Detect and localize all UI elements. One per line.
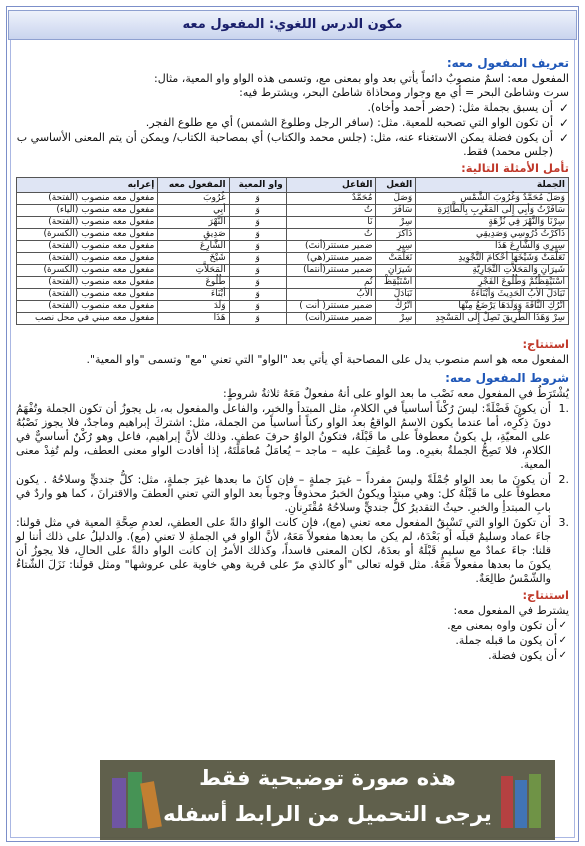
table-cell: تَبَادَلَ الأبُ الحَدِيثَ وَأبْنَاءَهُ	[416, 289, 569, 301]
table-row	[17, 193, 569, 205]
table-cell: وَصَلَ مُحَمَّدٌ وَغُرُوبَ الشَّمْسِ	[416, 193, 569, 205]
table-cell: سَافَرَ	[376, 205, 416, 217]
check-icon: ✓	[558, 620, 567, 631]
table-cell: مفعول معه منصوب (الفتحة)	[17, 193, 158, 205]
table-cell: اسْتَيْقِظْ	[376, 277, 416, 289]
condition-bullet: ✓ أن تكون الواو التي تصحبه للمعية. مثل: (سافر الرجل وطلوعَ الشمس) أي مع طلوع الفجر.	[145, 116, 569, 130]
table-cell: وَ	[229, 217, 286, 229]
table-cell: سِرْ	[376, 313, 416, 325]
conclusion-heading: استنتاج:	[522, 337, 569, 351]
table-cell: وَصَلَ	[376, 193, 416, 205]
table-cell: الأبُ	[286, 289, 376, 301]
examples-heading: تأمل الأمثلة التالية:	[461, 161, 569, 175]
table-cell: ذَاكَرَ	[376, 229, 416, 241]
table-row	[17, 241, 569, 253]
table-cell: وَ	[229, 289, 286, 301]
condition-bullet: ✓ أن يسبق بجملة مثل: (حضر أحمد وأخاه).	[367, 101, 569, 115]
table-cell: اتْرُكْ	[376, 301, 416, 313]
table-cell: هَذَا	[158, 313, 229, 325]
table-cell: مُحَمَّدٌ	[286, 193, 376, 205]
table-cell: تُم	[286, 277, 376, 289]
table-cell: صَدِيقِ	[158, 229, 229, 241]
watermark-line1: هذه صورة توضيحية فقط	[199, 766, 456, 790]
check-icon: ✓	[558, 635, 567, 646]
conditions-intro: يُشْتَرَطُ في المفعول معه نَصْب ما بعد الواو على أنهُ مفعولٌ مَعَهُ ثلاثةُ شروطٍ:	[223, 387, 569, 400]
table-cell: النَّهْرَ	[158, 217, 229, 229]
table-cell: مفعول معه منصوب (الياء)	[17, 205, 158, 217]
table-cell: شَيرَانِ	[376, 265, 416, 277]
check-icon: ✓	[558, 650, 567, 661]
table-header-cell: إعرابه	[17, 178, 158, 193]
definition-example: سرت وشاطئ البحر = أي مع وجوار ومحاذاة شاطئ البحر، ويشترط فيه:	[239, 86, 569, 99]
table-cell: تَعَلَّمَتْ وَشَيْخَهَا أحْكَامَ التَّجْوِيدِ	[416, 253, 569, 265]
table-cell: المَحَلاَّتِ	[158, 265, 229, 277]
table-cell: الشَّارِعَ	[158, 241, 229, 253]
table-cell: سِرْنَا وَالنَّهْرَ فِي نُزْهَةٍ	[416, 217, 569, 229]
conclusion-text: المفعول معه هو اسم منصوب يدل على المصاحبة أي يأتي بعد "الواو" التي تعني "مع" وتسمى "واو المعية".	[86, 353, 569, 366]
table-cell: مفعول معه منصوب (الفتحة)	[17, 289, 158, 301]
conclusion2-bullet: ✓ أن يكون ما قبله جملة.	[455, 634, 567, 647]
table-cell: غُرُوبَ	[158, 193, 229, 205]
table-row	[17, 313, 569, 325]
table-cell: سِرْ وَهَذَا الطَّرِيقَ تَصِلْ إِلَى المَسْجِدِ	[416, 313, 569, 325]
conclusion2-intro: يشترط في المفعول معه:	[453, 604, 569, 617]
conclusion2-bullet: ✓ أن تكون واوه بمعنى مع.	[447, 619, 567, 632]
table-header-cell: الجملة	[416, 178, 569, 193]
table-cell: اتْرُكِ النَّاقَةَ وَوَلَدَهَا يَرْضَعُ مِنْهَا	[416, 301, 569, 313]
table-cell: وَ	[229, 253, 286, 265]
table-cell: اسْتَيْقِظْتُمْ وَطُلُوعَ الفَجْرِ	[416, 277, 569, 289]
table-cell: وَ	[229, 313, 286, 325]
table-cell: مفعول معه منصوب (الفتحة)	[17, 301, 158, 313]
table-cell: تُ	[286, 229, 376, 241]
table-cell: ضمير مستتر(أنتَ)	[286, 241, 376, 253]
table-cell: تَبَادَلَ	[376, 289, 416, 301]
examples-table	[16, 177, 569, 325]
table-cell: تَعَلَّمَتْ	[376, 253, 416, 265]
table-cell: مفعول معه منصوب (الفتحة)	[17, 217, 158, 229]
conditions-heading: شروط المفعول معه:	[445, 371, 569, 385]
table-cell: ضمير مستتر(أنت)	[286, 313, 376, 325]
table-cell: ضمير مستتر( أنت )	[286, 301, 376, 313]
table-cell: مفعول معه منصوب (الفتحة)	[17, 277, 158, 289]
table-header-cell: المفعول معه	[158, 178, 229, 193]
table-cell: مفعول معه منصوب (الكسرة)	[17, 229, 158, 241]
definition-text: المفعول معه: اسمٌ منصوبٌ دائماً يأتي بعد واو بمعنى مع، وتسمى هذه الواو واو المعية، مثال:	[154, 72, 569, 85]
table-cell: شَيْخَ	[158, 253, 229, 265]
table-cell: نَا	[286, 217, 376, 229]
table-cell: سِيرِ	[376, 241, 416, 253]
table-cell: تُ	[286, 205, 376, 217]
table-cell: طُلُوعَ	[158, 277, 229, 289]
watermark-line2: يرجى التحميل من الرابط أسفله	[163, 802, 492, 826]
table-cell: وَ	[229, 229, 286, 241]
table-cell: مفعول معه منصوب (الفتحة)	[17, 241, 158, 253]
conclusion2-heading: استنتاج:	[522, 588, 569, 602]
condition-item: .3 أن تكونَ الواو التي تَسْبِقُ المفعول معه تعني (مع)، فإن كانت الواوُ دالةً على العطفِ، لعدمِ صِحَّةِ المعية في مثل قولنا: جاءَ عماد وسليمٌ قبلَه أو بَعْدَهُ، لم يكن ما بعدها مفعولاً مَعَهُ، لأنَّ الواو في الجملةِ لا تعني (مع). والدليلُ على ذلك أننا لو قلنا: جاءَ عمادٌ مع سليمٍ قَبْلَهُ أو بعدَهُ، لكان المعنى فاسداً، وكذلك الأمرُ إن كانت الواو دالةً على الحالِ، فلا يجوزُ أن يكونَ ما بعدها مفعولاً مَعَهُ. مثل قوله تعالى "أو كالذي مرّ على قرية وهي خاوية على عروشها" ومثل قولنا: نَزَلَ الشّتاءُ والشّمْسُ طالِعَةٌ.	[16, 516, 569, 585]
check-icon: ✓	[558, 116, 569, 130]
table-row	[17, 265, 569, 277]
watermark-banner	[100, 760, 555, 840]
table-header-cell: الفعل	[376, 178, 416, 193]
table-header-cell: الفاعل	[286, 178, 376, 193]
definition-heading: تعريف المفعول معه:	[446, 56, 569, 70]
table-cell: ضمير مستتر(أنتما)	[286, 265, 376, 277]
table-cell: سِرْ	[376, 217, 416, 229]
table-cell: وَ	[229, 301, 286, 313]
table-cell: سِيرِي وَالشَّارِعَ هَذَا	[416, 241, 569, 253]
check-icon: ✓	[558, 131, 569, 145]
check-icon: ✓	[558, 101, 569, 115]
table-cell: أبِي	[158, 205, 229, 217]
table-cell: وَ	[229, 265, 286, 277]
table-row	[17, 229, 569, 241]
table-row	[17, 277, 569, 289]
table-row	[17, 217, 569, 229]
table-cell: ذَاكَرْتُ دُرُوسِي وَصَدِيقِي	[416, 229, 569, 241]
conclusion2-bullet: ✓ أن يكون فضلة.	[488, 649, 567, 662]
table-cell: وَلَدَ	[158, 301, 229, 313]
table-cell: ضمير مستتر(هي)	[286, 253, 376, 265]
table-cell: مفعول معه منصوب (الفتحة)	[17, 253, 158, 265]
table-cell: وَ	[229, 277, 286, 289]
condition-bullet: ✓ أن يكون فضلة يمكن الاستغناء عنه، مثل: (جلس محمد والكتاب) أي بمصاحبة الكتاب/ ويمكن أن يتم المعنى الأساسي ب (جلس محمد) فقط.	[16, 131, 569, 158]
table-cell: سَافَرْتُ وَأبِي إِلَى المَغْرِبِ بِالطَّائِرَةِ	[416, 205, 569, 217]
table-row	[17, 205, 569, 217]
table-row	[17, 289, 569, 301]
table-header-cell: واو المعية	[229, 178, 286, 193]
table-row	[17, 253, 569, 265]
table-cell: مفعول معه مبني في محل نصب	[17, 313, 158, 325]
condition-item: .1 أن يكونَ فَضْلَةً: ليسَ رُكْناً أساسياً في الكلامِ، مثل المبتدأ والخبر، والفاعل والمفعول به، بل يجوزُ أن تكون الجملة وتُفْهَمُ دونَ ذِكْرِه، أما عندما يكون الاسمُ الواقعُ بعد الواو ركناً أساسياً من الجملة، مثل: اشتركَ إبراهيم وماجدٌ، فلا يجوز نَصْبُهُ على المعيّةِ، بل يكونُ معطوفاً على ما قَبْلَهُ، فتكونُ الواوُ حرفَ عطفٍ. وذلك لأنَّ إبراهيم، فاعل وهو رُكْنٌ أساسيٌّ في الكلامِ، فلا تَصِحُّ الجملةُ بغيرِه. وما عُطِفَ عليه – ماجد – يُعامَلُ مُعامَلَتَهُ، إذا أفادت الواو معنى العطف، ولم تُفِدْ معنى المعية.	[16, 402, 569, 471]
table-cell: وَ	[229, 205, 286, 217]
table-cell: أبْنَاءَ	[158, 289, 229, 301]
table-cell: شَيرَانِ وَالمَحَلاَّتِ التِّجَارِيَّةِ	[416, 265, 569, 277]
table-cell: مفعول معه منصوب (الكسرة)	[17, 265, 158, 277]
table-cell: وَ	[229, 193, 286, 205]
lesson-content	[16, 52, 569, 664]
table-row	[17, 301, 569, 313]
table-cell: وَ	[229, 241, 286, 253]
page-title: مكون الدرس اللغوي: المفعول معه	[8, 10, 577, 40]
condition-item: .2 أن يكونَ ما بعد الواو جُمْلَةً وليسَ مفرداً – غيرَ جملةٍ – فإن كانَ ما بعدها غيرَ جملةٍ، مثل: كلُّ جنديٍّ وسلاحُهُ . يكون معطوفاً على ما قَبْلَهُ كل: وهي مبتدأ ويكونُ الخبرُ محذوفاً وجوباً بعد الواو التي تعني العطفَ والاقترانَ ، كما هو واردٌ في بابِ المبتدأِ والخبرِ. حيثُ التقديرُ كلُّ جنديٍّ وسلاحُهُ مُقْتَرِنانِ.	[16, 473, 569, 514]
